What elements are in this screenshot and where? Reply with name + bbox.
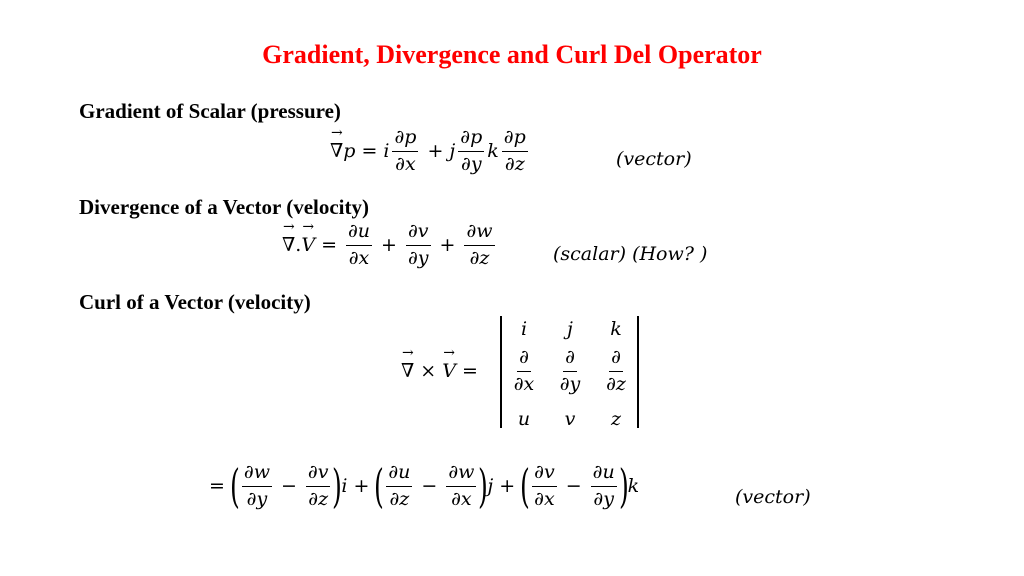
fraction-denominator: ∂x [513,372,535,395]
velocity-vector: → V [442,360,456,382]
partial-x-fraction [512,348,537,395]
left-paren: ( [520,459,531,514]
partial-z-fraction [604,348,628,395]
fraction-dp-dz [502,128,528,175]
fraction-dv-dx [532,463,557,510]
matrix-cell: u [517,408,531,430]
fraction-denominator: ∂y [407,246,429,269]
fraction-denominator: ∂y [593,487,614,510]
plus-sign: + [499,475,516,498]
fraction-denominator: ∂x [534,487,555,510]
gradient-variable: p [343,140,356,163]
fraction-du-dz [386,463,412,510]
equals-sign: = [361,140,378,163]
unit-j: j [487,475,494,498]
fraction-denominator: ∂z [606,372,626,395]
right-paren: ) [478,459,489,514]
fraction-numerator: ∂p [392,128,418,152]
fraction-dv-dy [406,222,431,269]
fraction-numerator: ∂w [242,463,272,487]
nabla-symbol: → ∇ [401,360,414,382]
matrix-cell: i [520,318,528,340]
fraction-numerator: ∂p [502,128,528,152]
fraction-du-dx [346,222,372,269]
right-paren: ) [332,459,343,514]
unit-k: k [487,140,499,163]
fraction-denominator: ∂z [469,246,490,269]
curl-lhs [401,360,484,382]
fraction-numerator: ∂u [591,463,617,487]
divergence-note: (scalar) (How? ) [553,243,708,265]
fraction-numerator: ∂ [609,348,623,372]
gradient-equation [330,128,531,175]
matrix-cell [550,348,590,395]
left-paren: ( [374,459,385,514]
curl-expansion [203,459,640,514]
fraction-numerator: ∂u [346,222,372,246]
plus-sign: + [381,234,397,257]
matrix-cell: k [610,318,622,340]
minus-sign: − [565,475,582,498]
fraction-denominator: ∂z [308,487,329,510]
matrix-cell [596,348,636,395]
fraction-numerator: ∂v [532,463,557,487]
plus-sign: + [439,234,456,257]
unit-i: i [383,140,390,163]
nabla-symbol: → ∇ [330,140,343,162]
left-paren: ( [229,459,240,514]
curl-determinant [500,316,639,428]
fraction-dw-dy [242,463,272,510]
plus-sign: + [353,475,370,498]
gradient-heading: Gradient of Scalar (pressure) [79,99,341,123]
fraction-du-dy [591,463,617,510]
fraction-denominator: ∂z [504,152,525,175]
fraction-dw-dz [464,222,494,269]
fraction-denominator: ∂x [395,152,416,175]
dot-operator: . [295,234,302,257]
fraction-dp-dy [458,128,484,175]
matrix-cell: j [567,318,573,340]
divergence-heading: Divergence of a Vector (velocity) [79,195,370,219]
fraction-dv-dz [306,463,331,510]
fraction-denominator: ∂y [461,152,482,175]
fraction-denominator: ∂x [348,246,370,269]
curl-note: (vector) [735,486,811,508]
unit-k: k [627,475,640,498]
gradient-note: (vector) [616,148,692,170]
fraction-dw-dx [446,463,476,510]
right-paren: ) [618,459,629,514]
matrix-cell: z [610,408,621,430]
equals-sign: = [209,475,225,498]
minus-sign: − [280,475,297,498]
fraction-numerator: ∂w [446,463,476,487]
fraction-denominator: ∂z [389,487,410,510]
fraction-denominator: ∂y [559,372,581,395]
slide-title: Gradient, Divergence and Curl Del Operator [262,40,762,69]
fraction-numerator: ∂u [386,463,412,487]
fraction-denominator: ∂x [451,487,472,510]
velocity-vector: → V [301,234,315,256]
fraction-numerator: ∂v [406,222,431,246]
plus-sign: + [427,140,444,163]
matrix-cell: v [564,408,576,430]
fraction-numerator: ∂v [306,463,331,487]
curl-heading: Curl of a Vector (velocity) [79,290,311,314]
matrix-cell [504,348,544,395]
fraction-numerator: ∂ [563,348,577,372]
fraction-numerator: ∂ [517,348,531,372]
fraction-denominator: ∂y [246,487,268,510]
nabla-symbol: → ∇ [282,234,295,256]
cross-operator: × [420,360,437,382]
unit-i: i [341,475,348,498]
partial-y-fraction [558,348,583,395]
unit-j: j [449,140,456,163]
equals-sign: = [461,360,478,382]
equals-sign: = [321,234,337,257]
fraction-numerator: ∂p [458,128,484,152]
divergence-equation [282,222,498,269]
fraction-numerator: ∂w [464,222,494,246]
minus-sign: − [421,475,438,498]
fraction-dp-dx [392,128,418,175]
